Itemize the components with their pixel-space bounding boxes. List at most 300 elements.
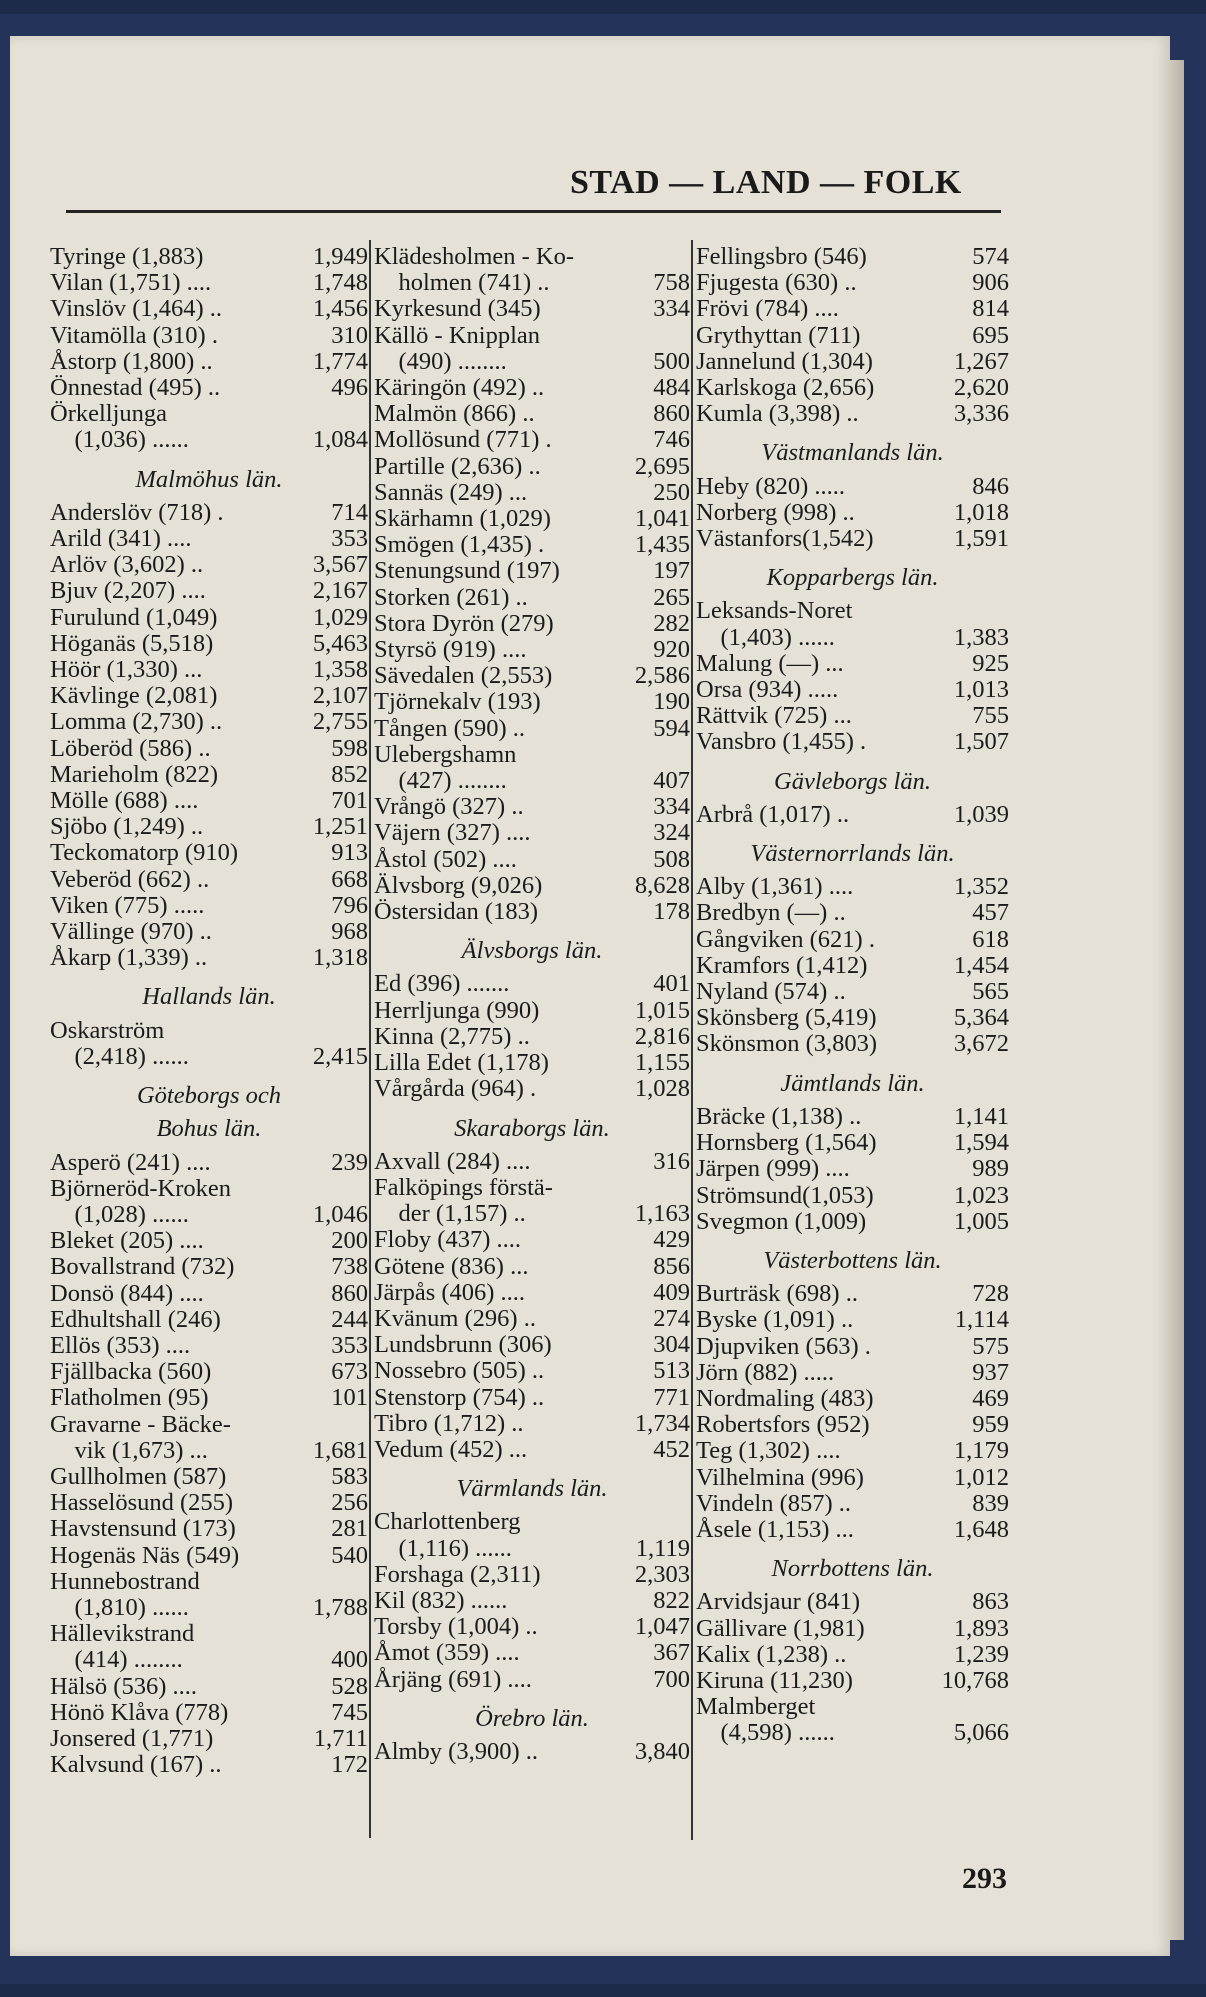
place-entry [50,1333,368,1359]
population-value: 796 [331,891,368,919]
place-entry [50,323,368,349]
place-entry [50,1176,368,1202]
place-entry [50,1438,368,1464]
place-name: Löberöd (586) .. [50,734,211,762]
place-name: Gravarne - Bäcke- [50,1410,231,1438]
section-heading: Västmanlands län. [761,439,944,467]
place-entry [50,840,368,866]
place-name: Byske (1,091) .. [696,1306,854,1334]
place-entry [696,874,1009,900]
place-entry [696,500,1009,526]
place-name: Malung (—) ... [696,649,844,677]
place-name: Arild (341) .... [50,525,192,553]
population-value: 282 [653,609,690,637]
place-entry [696,375,1009,401]
place-entry [374,270,690,296]
population-value: 906 [972,269,1009,297]
population-value: 3,336 [953,400,1009,428]
population-value: 1,456 [312,295,368,323]
place-name: Asperö (241) .... [50,1148,211,1176]
place-entry [50,683,368,709]
place-name: Arvidsjaur (841) [696,1588,860,1616]
place-entry [374,1076,690,1102]
place-entry [696,244,1009,270]
place-name: Höganäs (5,518) [50,629,214,657]
place-entry [696,1642,1009,1668]
population-value: 1,358 [312,656,368,684]
population-value: 1,454 [953,951,1009,979]
place-name: Bjuv (2,207) .... [50,577,206,605]
place-entry [696,1668,1009,1694]
population-value: 668 [331,865,368,893]
place-name: Vinslöv (1,464) .. [50,295,223,323]
place-name: Rättvik (725) ... [696,702,852,730]
place-entry [50,1726,368,1752]
place-name: Mölle (688) .... [50,787,199,815]
place-entry [374,1739,690,1765]
place-name: (2,418) ...... [50,1042,189,1070]
place-name: Gångviken (621) . [696,925,875,953]
place-name: Torsby (1,004) .. [374,1613,538,1641]
place-entry [696,625,1009,651]
place-entry [374,1358,690,1384]
place-entry [374,427,690,453]
population-value: 1,788 [312,1593,368,1621]
place-entry [696,1616,1009,1642]
place-entry [696,1104,1009,1130]
population-value: 1,748 [312,269,368,297]
population-value: 1,594 [953,1129,1009,1157]
place-name: Vitamölla (310) . [50,321,218,349]
place-name: Forshaga (2,311) [374,1560,541,1588]
place-entry [696,1465,1009,1491]
place-name: Vällinge (970) .. [50,918,212,946]
place-name: Furulund (1,049) [50,603,218,631]
place-entry [696,1412,1009,1438]
place-entry [50,1674,368,1700]
place-entry [374,689,690,715]
running-header: STAD — LAND — FOLK [570,164,962,201]
population-value: 2,755 [312,708,368,736]
population-value: 429 [653,1226,690,1254]
place-name: Ed (396) ....... [374,970,510,998]
place-entry [374,1385,690,1411]
population-value: 863 [972,1588,1009,1616]
place-name: Lundsbrunn (306) [374,1331,552,1359]
place-name: der (1,157) .. [374,1200,526,1228]
place-entry [374,244,690,270]
place-name: Götene (836) ... [374,1252,529,1280]
place-name: Marieholm (822) [50,760,219,788]
place-entry [696,323,1009,349]
place-entry [50,1543,368,1569]
place-name: Vindeln (857) .. [696,1489,852,1517]
place-name: vik (1,673) ... [50,1436,208,1464]
place-name: Fellingsbro (546) [696,243,867,270]
population-value: 1,352 [953,873,1009,901]
population-value: 989 [972,1155,1009,1183]
section-heading: Kopparbergs län. [766,564,939,592]
population-value: 745 [331,1698,368,1726]
place-entry [50,657,368,683]
place-entry [374,480,690,506]
place-name: Skönsmon (3,803) [696,1030,878,1058]
place-entry [50,1018,368,1044]
population-value: 5,463 [312,629,368,657]
population-value: 1,711 [313,1724,368,1752]
place-entry [50,552,368,578]
place-entry [50,893,368,919]
population-value: 353 [331,1331,368,1359]
population-value: 1,046 [312,1200,368,1228]
population-value: 1,012 [953,1463,1009,1491]
place-entry [696,979,1009,1005]
place-name: Bleket (205) .... [50,1227,204,1255]
place-entry [374,663,690,689]
population-value: 316 [653,1147,690,1175]
place-name: Vilan (1,751) .... [50,269,212,297]
place-name: Arbrå (1,017) .. [696,800,850,828]
place-name: Grythyttan (711) [696,321,861,349]
page-number: 293 [962,1862,1007,1895]
place-name: Floby (437) .... [374,1226,521,1254]
place-name: Stora Dyrön (279) [374,609,554,637]
place-name: Åstol (502) .... [374,845,517,873]
population-value: 575 [972,1332,1009,1360]
place-entry [696,1183,1009,1209]
place-entry [374,873,690,899]
place-entry [50,1044,368,1070]
place-entry [50,349,368,375]
place-name: Strömsund(1,053) [696,1181,874,1209]
population-value: 1,155 [634,1049,690,1077]
population-value: 2,816 [634,1022,690,1050]
place-name: holmen (741) .. [374,269,550,297]
place-name: Björneröd-Kroken [50,1174,231,1202]
place-name: Sannäs (249) ... [374,478,528,506]
population-value: 856 [653,1252,690,1280]
population-value: 1,435 [634,531,690,559]
place-name: (427) ........ [374,767,507,795]
population-value: 1,681 [312,1436,368,1464]
population-value: 400 [331,1646,368,1674]
place-entry [696,1589,1009,1615]
place-entry [696,927,1009,953]
population-value: 968 [331,918,368,946]
population-value: 324 [653,819,690,847]
place-name: Kvänum (296) .. [374,1304,536,1332]
place-name: Åkarp (1,339) .. [50,944,208,972]
place-name: Vrångö (327) .. [374,793,524,821]
place-name: Frövi (784) .... [696,295,839,323]
place-name: Fjällbacka (560) [50,1358,212,1386]
population-value: 101 [331,1384,368,1412]
population-value: 310 [331,321,368,349]
population-value: 500 [653,347,690,375]
place-name: Norberg (998) .. [696,498,855,526]
population-value: 860 [653,400,690,428]
place-entry [374,454,690,480]
place-entry [696,1281,1009,1307]
place-entry [696,1720,1009,1746]
place-entry [696,598,1009,624]
place-name: (490) ........ [374,347,507,375]
place-entry [50,401,368,427]
population-value: 484 [653,374,690,402]
population-value: 1,239 [953,1640,1009,1668]
place-entry [374,1614,690,1640]
population-value: 2,107 [312,682,368,710]
place-entry [374,899,690,925]
place-entry [50,1307,368,1333]
place-entry [696,1438,1009,1464]
place-name: Heby (820) ..... [696,472,846,500]
place-name: Kramfors (1,412) [696,951,868,979]
place-name: Styrsö (919) .... [374,636,527,664]
place-entry [374,742,690,768]
place-entry [696,296,1009,322]
place-entry [374,1280,690,1306]
population-value: 618 [972,925,1009,953]
place-entry [374,1024,690,1050]
place-name: Väjern (327) .... [374,819,531,847]
place-entry [696,1386,1009,1412]
place-entry [696,1491,1009,1517]
population-value: 1,734 [634,1409,690,1437]
column-divider-1 [369,240,371,1838]
place-name: Hälsö (536) .... [50,1672,197,1700]
place-name: Höör (1,330) ... [50,656,203,684]
population-value: 508 [653,845,690,873]
population-value: 407 [653,767,690,795]
place-entry [374,349,690,375]
place-entry [696,900,1009,926]
place-entry [374,1332,690,1358]
place-name: Kil (832) ...... [374,1586,508,1614]
place-entry [50,296,368,322]
place-name: Smögen (1,435) . [374,531,545,559]
place-name: Kalix (1,238) .. [696,1640,847,1668]
place-entry [50,1700,368,1726]
place-entry [50,1202,368,1228]
place-entry [50,1464,368,1490]
population-value: 1,267 [953,347,1009,375]
place-name: Axvall (284) .... [374,1147,531,1175]
section-heading: Västernorrlands län. [750,840,955,868]
population-value: 1,084 [312,426,368,454]
population-value: 2,620 [953,374,1009,402]
place-entry [696,802,1009,828]
place-entry [374,1149,690,1175]
population-value: 2,415 [312,1042,368,1070]
place-name: Almby (3,900) .. [374,1737,538,1765]
section-heading: Skaraborgs län. [454,1114,610,1142]
place-entry [374,1411,690,1437]
place-name: Teckomatorp (910) [50,839,239,867]
place-name: Oskarström [50,1016,165,1044]
place-name: Tjörnekalv (193) [374,688,541,716]
column-divider-2 [691,240,693,1840]
place-name: Kumla (3,398) .. [696,400,859,428]
section-heading: Gävleborgs län. [774,767,931,795]
place-entry [696,474,1009,500]
place-name: (4,598) ...... [696,1719,835,1747]
place-entry [374,506,690,532]
place-entry [374,1050,690,1076]
place-entry [50,1412,368,1438]
population-value: 2,586 [634,662,690,690]
section-heading: Hallands län. [142,983,276,1011]
place-name: Vårgårda (964) . [374,1075,537,1103]
population-value: 1,163 [634,1200,690,1228]
place-name: Donsö (844) .... [50,1279,204,1307]
column-2 [374,244,690,1844]
place-name: Kalvsund (167) .. [50,1751,222,1779]
place-entry [374,1306,690,1332]
place-name: Malmön (866) .. [374,400,535,428]
population-value: 2,303 [634,1560,690,1588]
place-name: Leksands-Noret [696,597,853,625]
section-heading: Älvsborgs län. [461,937,603,965]
place-entry [374,1437,690,1463]
place-entry [50,788,368,814]
place-name: Veberöd (662) .. [50,865,210,893]
place-name: Djupviken (563) . [696,1332,871,1360]
place-name: Partille (2,636) .. [374,452,541,480]
population-value: 197 [653,557,690,585]
place-name: Herrljunga (990) [374,996,540,1024]
place-entry [50,578,368,604]
population-value: 1,015 [634,996,690,1024]
place-name: Gullholmen (587) [50,1462,227,1490]
place-name: Burträsk (698) .. [696,1280,858,1308]
place-entry [696,1334,1009,1360]
place-name: Vansbro (1,455) . [696,728,867,756]
population-value: 265 [653,583,690,611]
population-value: 5,066 [953,1719,1009,1747]
column-1 [50,244,368,1844]
place-name: (1,403) ...... [696,623,835,651]
population-value: 746 [653,426,690,454]
population-value: 1,047 [634,1613,690,1641]
place-name: Lilla Edet (1,178) [374,1049,549,1077]
place-name: Tången (590) .. [374,714,526,742]
population-value: 673 [331,1358,368,1386]
population-value: 250 [653,478,690,506]
place-entry [374,637,690,663]
place-entry [50,1359,368,1385]
place-name: Hogenäs Näs (549) [50,1541,240,1569]
population-value: 1,029 [312,603,368,631]
place-entry [374,1227,690,1253]
population-value: 913 [331,839,368,867]
place-name: Bovallstrand (732) [50,1253,235,1281]
place-name: Kävlinge (2,081) [50,682,218,710]
population-value: 5,364 [953,1004,1009,1032]
place-name: Flatholmen (95) [50,1384,209,1412]
place-entry [50,1647,368,1673]
population-value: 3,672 [953,1030,1009,1058]
place-name: Hornsberg (1,564) [696,1129,877,1157]
place-entry [374,1536,690,1562]
population-value: 565 [972,978,1009,1006]
place-name: Hunnebostrand [50,1567,200,1595]
population-value: 594 [653,714,690,742]
header-rule [66,210,1001,213]
population-value: 1,119 [635,1534,690,1562]
place-entry [50,375,368,401]
population-value: 1,251 [312,813,368,841]
population-value: 540 [331,1541,368,1569]
place-entry [50,1752,368,1778]
section-heading: Jämtlands län. [780,1069,925,1097]
place-name: Orsa (934) ..... [696,676,839,704]
place-entry [374,1667,690,1693]
place-name: Malmberget [696,1693,816,1721]
place-entry [374,1254,690,1280]
place-entry [374,716,690,742]
place-name: Storken (261) .. [374,583,528,611]
place-name: Edhultshall (246) [50,1305,221,1333]
place-entry [696,1156,1009,1182]
population-value: 172 [331,1751,368,1779]
column-3 [696,244,1009,1844]
place-entry [696,1694,1009,1720]
population-value: 1,018 [953,498,1009,526]
population-value: 8,628 [634,871,690,899]
place-name: Åsele (1,153) ... [696,1515,854,1543]
section-heading: Göteborgs och [136,1082,282,1110]
place-name: Önnestad (495) .. [50,374,221,402]
place-entry [696,953,1009,979]
place-entry [374,998,690,1024]
place-entry [50,270,368,296]
place-entry [374,820,690,846]
place-name: Kinna (2,775) .. [374,1022,530,1050]
population-value: 1,383 [953,623,1009,651]
population-value: 3,567 [312,551,368,579]
place-name: Klädesholmen - Ko- [374,243,575,270]
place-entry [374,585,690,611]
section-heading: Bohus län. [156,1115,262,1143]
population-value: 2,167 [312,577,368,605]
place-entry [374,971,690,997]
section-heading: Malmöhus län. [135,465,283,493]
place-entry [696,729,1009,755]
population-value: 281 [331,1515,368,1543]
place-name: Tyringe (1,883) [50,243,204,270]
place-entry [696,703,1009,729]
place-entry [374,1201,690,1227]
place-name: Bredbyn (—) .. [696,899,846,927]
place-name: Jonsered (1,771) [50,1724,214,1752]
place-entry [50,244,368,270]
place-entry [374,375,690,401]
place-name: Hönö Klåva (778) [50,1698,229,1726]
population-value: 190 [653,688,690,716]
place-name: Västanfors(1,542) [696,525,874,553]
population-value: 256 [331,1489,368,1517]
place-entry [50,1490,368,1516]
place-name: Nordmaling (483) [696,1384,874,1412]
place-name: Sävedalen (2,553) [374,662,553,690]
place-name: Robertsfors (952) [696,1411,870,1439]
population-value: 2,695 [634,452,690,480]
place-name: Alby (1,361) .... [696,873,854,901]
population-value: 334 [653,295,690,323]
place-entry [50,762,368,788]
population-value: 814 [972,295,1009,323]
